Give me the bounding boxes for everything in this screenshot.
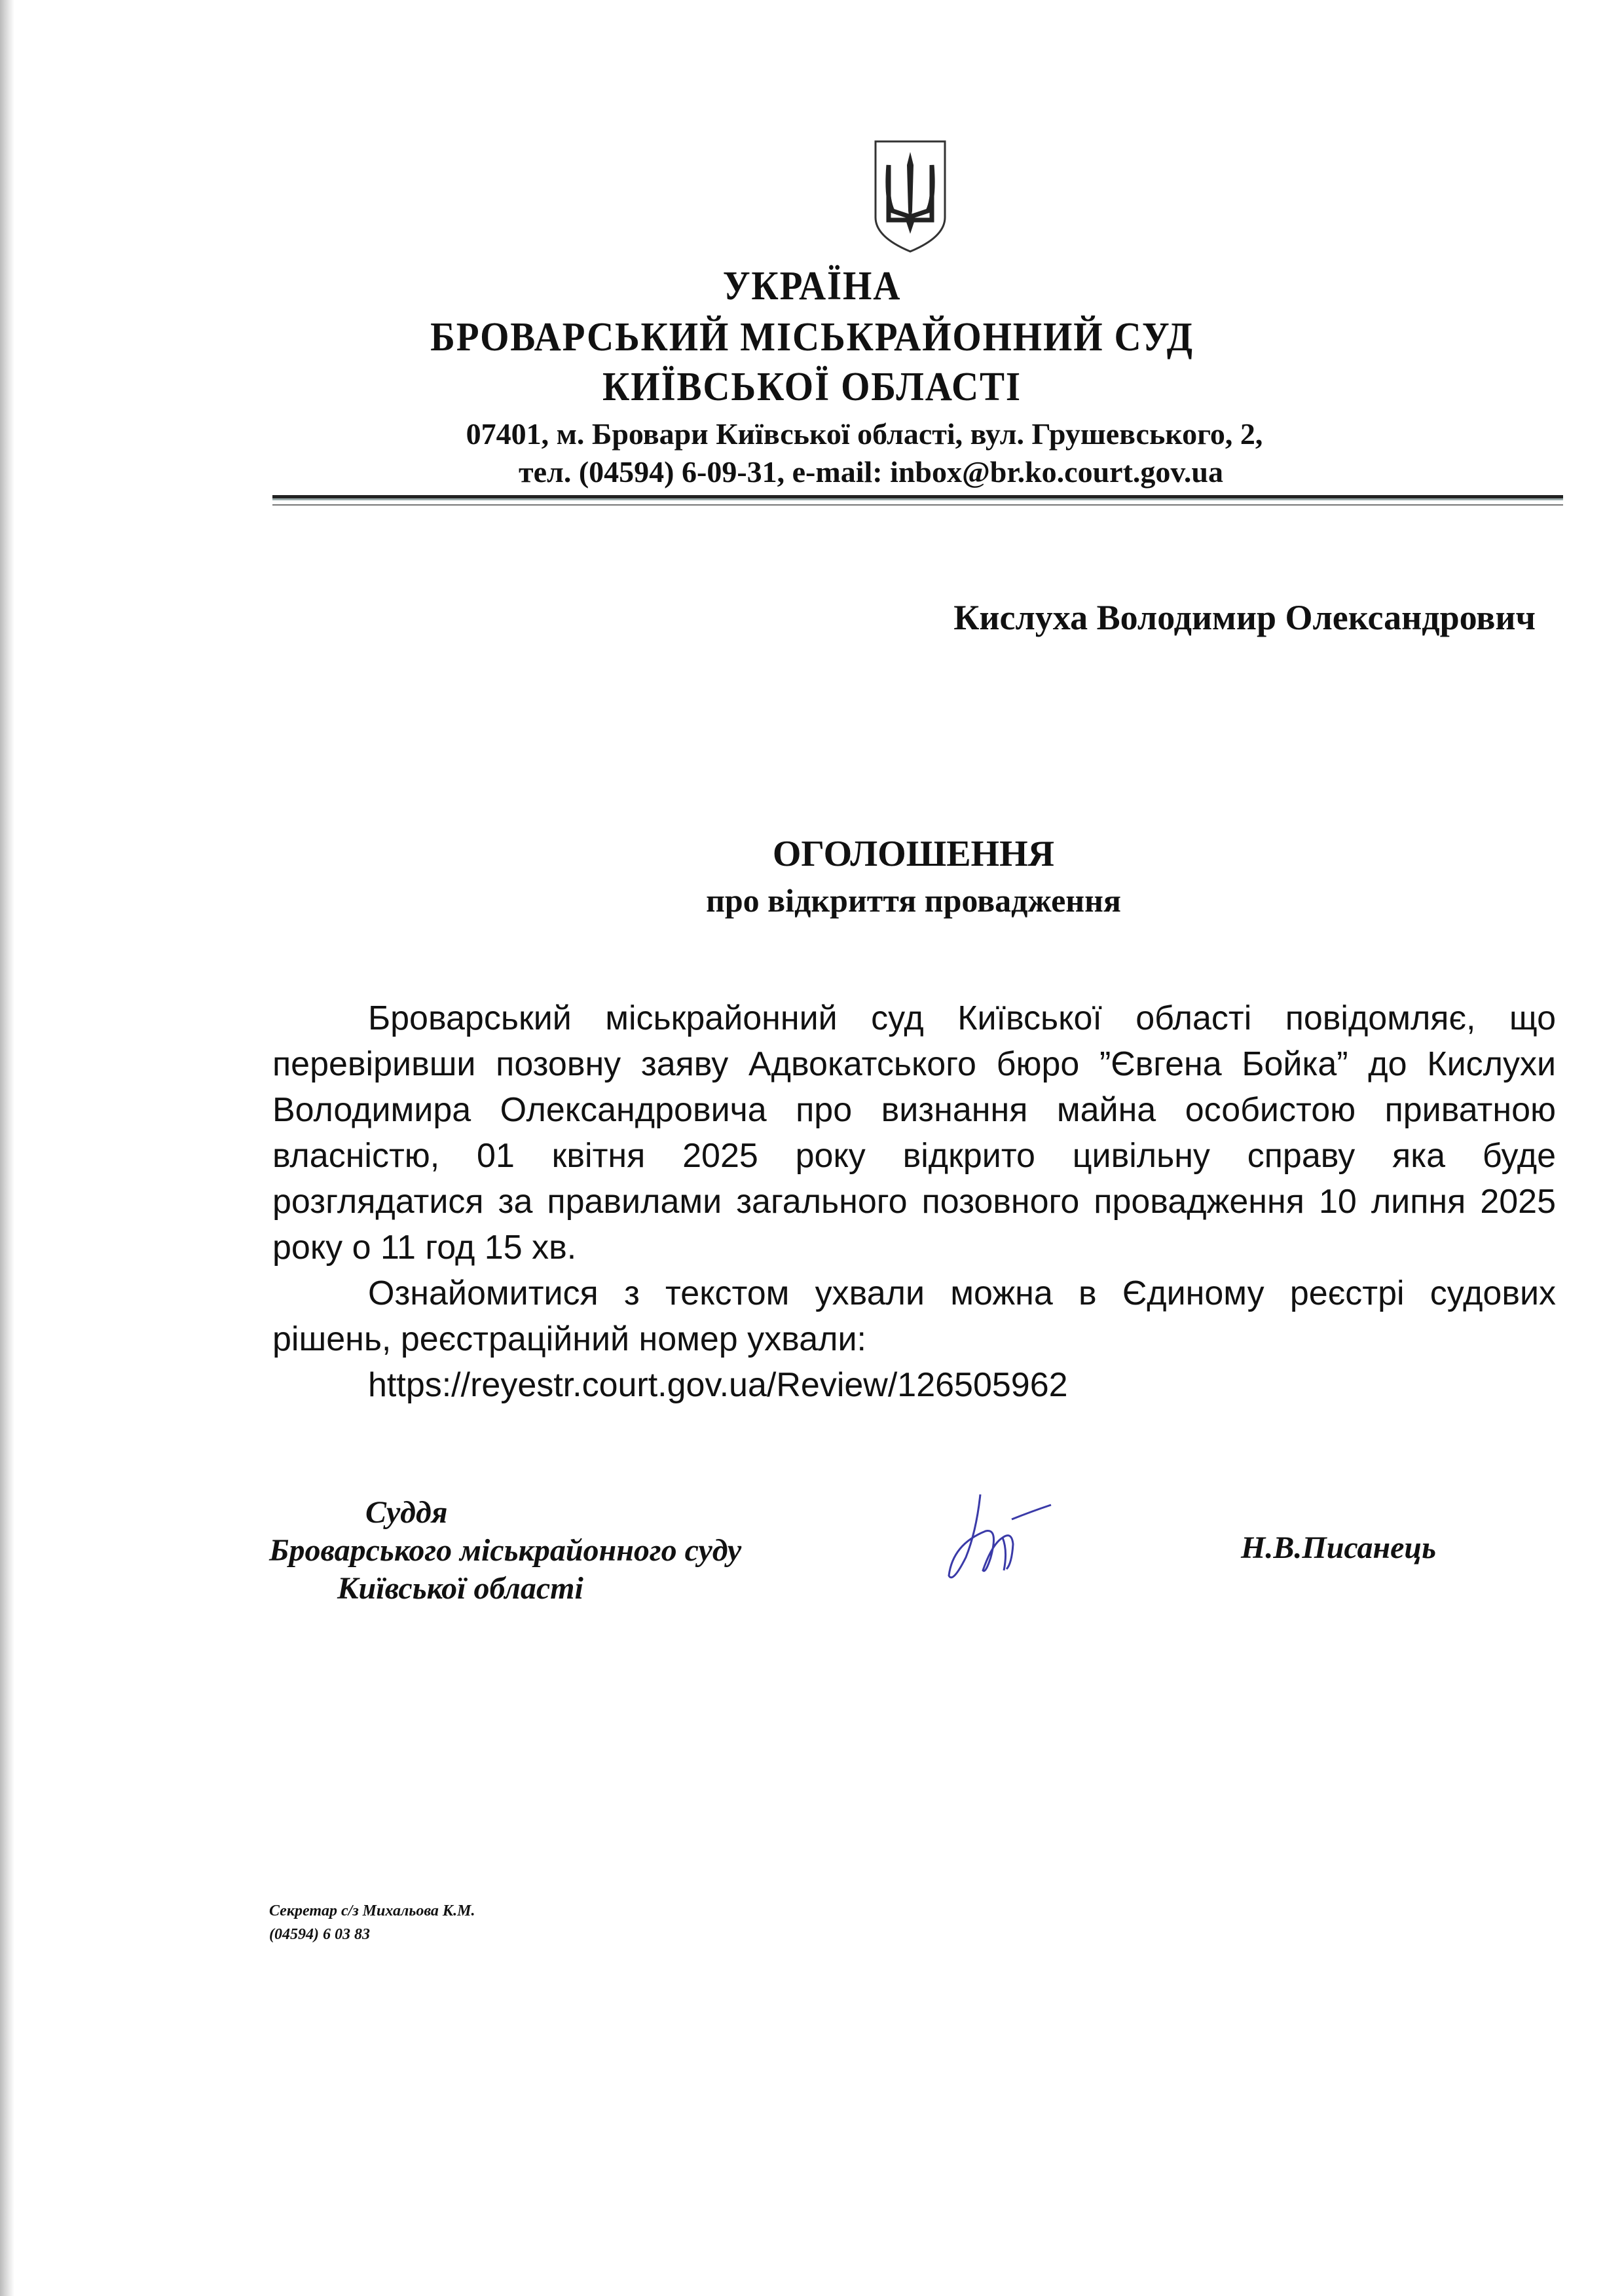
- recipient-name: Кислуха Володимир Олександрович: [953, 598, 1536, 637]
- body-line: Володимира Олександровича про визнання майна особистою приватною: [272, 1091, 1556, 1129]
- registry-link[interactable]: https://reyestr.court.gov.ua/Review/126505962: [368, 1366, 1068, 1404]
- body-line: власністю, 01 квітня 2025 року відкрито цивільну справу яка буде: [272, 1137, 1556, 1175]
- body-line: року о 11 год 15 хв.: [272, 1229, 577, 1267]
- header-contacts: тел. (04594) 6-09-31, e-mail: inbox@br.ko.court.gov.ua: [519, 455, 1223, 489]
- notice-subtitle: про відкриття провадження: [706, 882, 1121, 919]
- body-line: Ознайомитися з текстом ухвали можна в Єдиному реєстрі судових: [368, 1274, 1556, 1312]
- header-court-name: БРОВАРСЬКИЙ МІСЬКРАЙОННИЙ СУД: [430, 315, 1194, 360]
- secretary-phone: (04594) 6 03 83: [269, 1926, 370, 1943]
- scan-edge-shadow: [0, 0, 14, 2296]
- body-line: розглядатися за правилами загального позовного провадження 10 липня 2025: [272, 1183, 1556, 1221]
- secretary-name: Секретар с/з Михальова К.М.: [269, 1902, 475, 1919]
- body-line: рішень, реєстраційний номер ухвали:: [272, 1320, 866, 1358]
- header-divider: [272, 495, 1563, 500]
- signer-title: Суддя: [365, 1495, 448, 1530]
- coat-of-arms-trident-icon: [873, 139, 948, 254]
- header-address: 07401, м. Бровари Київської області, вул. Грушевського, 2,: [466, 417, 1263, 451]
- handwritten-signature: [940, 1492, 1064, 1587]
- notice-body: [272, 995, 1556, 1408]
- signer-court: Броварського міськрайонного суду: [269, 1533, 742, 1568]
- signer-region: Київської області: [337, 1571, 583, 1606]
- header-court-region: КИЇВСЬКОЇ ОБЛАСТІ: [602, 365, 1022, 409]
- signer-name: Н.В.Писанець: [1241, 1530, 1437, 1565]
- header-country: УКРАЇНА: [722, 264, 902, 308]
- body-line: перевіривши позовну заяву Адвокатського бюро ”Євгена Бойка” до Кислухи: [272, 1045, 1556, 1083]
- header-divider-thin: [272, 504, 1563, 506]
- body-line: Броварський міськрайонний суд Київської області повідомляє, що: [368, 999, 1556, 1037]
- notice-title: ОГОЛОШЕННЯ: [772, 834, 1055, 874]
